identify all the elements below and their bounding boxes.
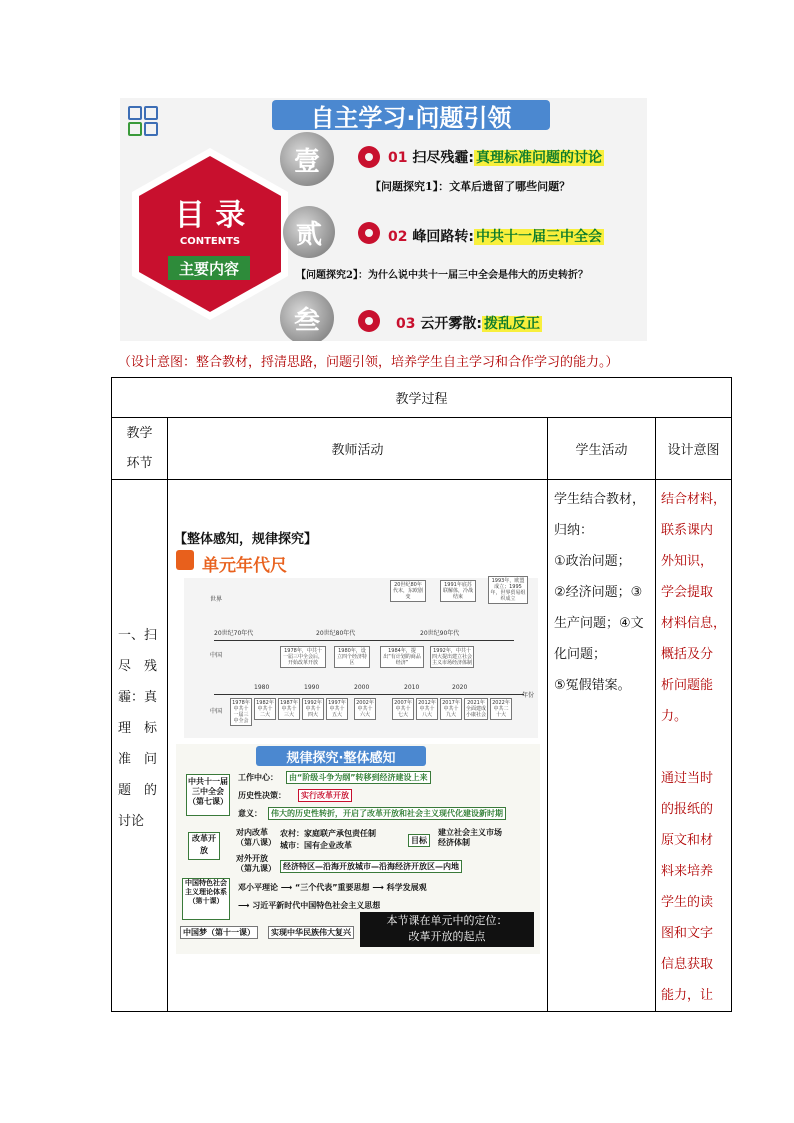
meaning-label: 意义：: [238, 809, 262, 818]
opening-value: 经济特区—沿海开放城市—沿海经济开放区—内地: [280, 860, 462, 873]
toc-item-2: [388, 226, 604, 246]
china-event: 1980年，设立四个经济特区: [334, 646, 370, 668]
year-tick: 1990: [304, 684, 320, 691]
item-highlight: 真理标准问题的讨论: [475, 150, 602, 166]
party-congress: 2022年中共二十大: [490, 698, 512, 720]
party-congress: 2002年中共十六大: [354, 698, 376, 720]
intent-text: [656, 480, 731, 1011]
section-line: 准 问: [118, 752, 158, 767]
meaning-value: 伟大的历史性转折，开启了改革开放和社会主义现代化建设新时期: [268, 807, 506, 820]
year-tick: 2020: [452, 684, 468, 691]
item-prefix: 扫尽残霾:: [412, 150, 474, 166]
item-number: 03: [396, 316, 416, 332]
intent-line: 图和文字: [661, 926, 714, 941]
toc-title: 目 录: [174, 198, 246, 233]
party-congress: 1978年中共十一届三中全会: [230, 698, 252, 726]
party-congress: 1992年中共十四大: [302, 698, 324, 720]
section-line: 理 标: [118, 721, 158, 736]
intent-line: 能力，让: [661, 988, 714, 1003]
intent-line: 联系课内: [661, 523, 714, 538]
intent-line: 学会提取: [661, 585, 714, 600]
urban-reform: 城市：国有企业改革: [280, 841, 352, 850]
intent-line: 结合材料，: [661, 492, 727, 507]
grid-square-icon: [128, 106, 142, 120]
intent-line: 力。: [661, 709, 688, 724]
china-label: 中国: [210, 708, 223, 715]
intent-line: 通过当时: [661, 771, 714, 786]
position-note: [360, 912, 534, 947]
puzzle-icon: [358, 310, 380, 332]
domestic-node: 对内改革（第八课）: [236, 828, 276, 847]
mindmap-figure: [176, 744, 540, 954]
gear-icon: [358, 146, 380, 168]
student-line: 化问题；: [554, 647, 607, 662]
note-line: 本节课在单元中的定位：: [386, 914, 508, 927]
center-value: 由“阶级斗争为纲”转移到经济建设上来: [286, 771, 431, 784]
timeline-figure: [184, 578, 538, 738]
intent-line: 学生的读: [661, 895, 714, 910]
reform-node: 改革开放: [188, 832, 220, 860]
design-intent-cell: [656, 480, 732, 1012]
item-prefix: 峰回路转:: [412, 229, 474, 245]
era-label: 20世纪70年代: [214, 630, 254, 637]
design-intent-caption: （设计意图：整合教材，捋清思路，问题引领，培养学生自主学习和合作学习的能力。）: [118, 355, 619, 370]
teacher-heading: 【整体感知，规律探究】: [174, 532, 318, 547]
party-congress: 2012年中共十八大: [416, 698, 438, 720]
intent-line: 概括及分: [661, 647, 714, 662]
intent-line: 的报纸的: [661, 802, 714, 817]
item-highlight: 中共十一届三中全会: [475, 229, 602, 245]
china-event: 1984年，提出“有计划的商品经济”: [380, 646, 424, 668]
toc-item-1: [388, 147, 604, 167]
item-number: 02: [388, 229, 408, 245]
world-event: 1993年，欧盟成立；1995年，世界贸易组织成立: [488, 576, 528, 604]
student-text: [548, 480, 655, 701]
party-congress: 1982年中共十二大: [254, 698, 276, 720]
year-axis-label: 年份: [522, 692, 535, 699]
col-header-teacher: 教师活动: [168, 418, 548, 480]
student-activity-cell: [548, 480, 656, 1012]
decision-value: 实行改革开放: [298, 789, 352, 802]
student-line: ①政治问题；: [554, 554, 631, 569]
grid-square-icon: [144, 106, 158, 120]
section-header-line: 环节: [126, 455, 153, 471]
item-prefix: 云开雾散:: [420, 316, 482, 332]
year-tick: 2010: [404, 684, 420, 691]
goal-label: 目标: [408, 834, 430, 847]
process-header: 教学过程: [112, 378, 732, 418]
item-number: 01: [388, 150, 408, 166]
timeline-axis: [214, 640, 514, 641]
theory-chain-2: ⟶ 习近平新时代中国特色社会主义思想: [238, 901, 381, 910]
rural-reform: 农村：家庭联产承包责任制: [280, 829, 376, 838]
col-header-section: [112, 418, 168, 480]
section-line: 一、扫: [118, 628, 158, 643]
banner-header: 自主学习·问题引领: [272, 100, 550, 130]
toc-item-3: [396, 313, 542, 333]
teaching-process-table: [111, 377, 732, 1012]
student-line: 归纳：: [554, 523, 594, 538]
era-label: 20世纪90年代: [420, 630, 460, 637]
grid-square-icon: [144, 122, 158, 136]
circle-three: 叁: [280, 291, 334, 341]
intent-line: 原文和材: [661, 833, 714, 848]
party-congress: 1987年中共十三大: [278, 698, 300, 720]
opening-node: 对外开放（第九课）: [236, 854, 276, 873]
mindmap-title: 规律探究·整体感知: [256, 746, 426, 766]
intent-line: 信息获取: [661, 957, 714, 972]
timeline-title: 单元年代尺: [202, 556, 287, 576]
theory-chain-1: 邓小平理论 ⟶ “三个代表”重要思想 ⟶ 科学发展观: [238, 883, 427, 892]
section-cell: [112, 480, 168, 1012]
question-2: 【问题探究2】：为什么说中共十一届三中全会是伟大的历史转折？: [296, 270, 588, 281]
toc-hexagon: [128, 146, 292, 322]
china-event: 1992年，中共十四大提出建立社会主义市场经济体制: [432, 648, 473, 666]
world-event: 20世纪80年代末，东欧剧变: [390, 580, 426, 602]
toc-badge: 主要内容: [168, 256, 250, 280]
student-line: ②经济问题；③: [554, 585, 643, 600]
header-arrow-icon: [534, 100, 548, 130]
section-header-line: 教学: [126, 425, 153, 441]
year-axis: [214, 694, 524, 695]
party-congress: 1997年中共十五大: [326, 698, 348, 720]
mindmap-root: 中共十一届三中全会（第七课）: [186, 774, 230, 816]
toc-subtitle: CONTENTS: [179, 236, 241, 247]
goal-value: 建立社会主义市场经济体制: [438, 828, 502, 847]
party-congress: 2017年中共十九大: [440, 698, 462, 720]
party-congress: 2021年全面建成小康社会: [466, 700, 487, 718]
party-congress: 2007年中共十七大: [392, 698, 414, 720]
year-tick: 1980: [254, 684, 270, 691]
teacher-activity-cell: [168, 480, 548, 1012]
intent-line: 料来培养: [661, 864, 714, 879]
china-label: 中国: [210, 652, 223, 659]
section-text: [112, 480, 167, 837]
intent-line: 析问题能: [661, 678, 714, 693]
section-line: 题 的: [118, 783, 158, 798]
year-tick: 2000: [354, 684, 370, 691]
dream-node: 中国梦（第十一课）: [180, 926, 258, 939]
col-header-student: 学生活动: [548, 418, 656, 480]
center-label: 工作中心：: [238, 773, 278, 782]
section-line: 讨论: [118, 814, 145, 829]
student-line: 生产问题；④文: [554, 616, 644, 631]
grid-square-icon: [128, 122, 142, 136]
world-event: 1991年底苏联解体，冷战结束: [440, 580, 476, 602]
decision-label: 历史性决策：: [238, 791, 286, 800]
world-label: 世界: [210, 596, 223, 603]
timeline-marker-icon: [176, 550, 194, 570]
section-line: 尽 残: [118, 659, 158, 674]
contents-banner: [120, 98, 647, 341]
theory-node: 中国特色社会主义理论体系（第十课）: [182, 878, 230, 920]
era-label: 20世纪80年代: [316, 630, 356, 637]
student-line: 学生结合教材，: [554, 492, 646, 507]
puzzle-icon: [358, 222, 380, 244]
intent-line: 材料信息，: [661, 616, 727, 631]
china-event: 1978年，中共十一届三中全会后，开始改革开放: [280, 646, 326, 668]
section-line: 霾：真: [118, 690, 158, 705]
circle-one: 壹: [280, 132, 334, 186]
note-line: 改革开放的起点: [408, 930, 486, 943]
item-highlight: 拨乱反正: [483, 316, 540, 332]
col-header-intent: 设计意图: [656, 418, 732, 480]
circle-two: 贰: [283, 206, 335, 258]
question-1: 【问题探究1】：文革后遗留了哪些问题？: [370, 180, 571, 193]
dream-value: 实现中华民族伟大复兴: [268, 926, 354, 939]
student-line: ⑤冤假错案。: [554, 678, 631, 693]
intent-line: 外知识，: [661, 554, 714, 569]
